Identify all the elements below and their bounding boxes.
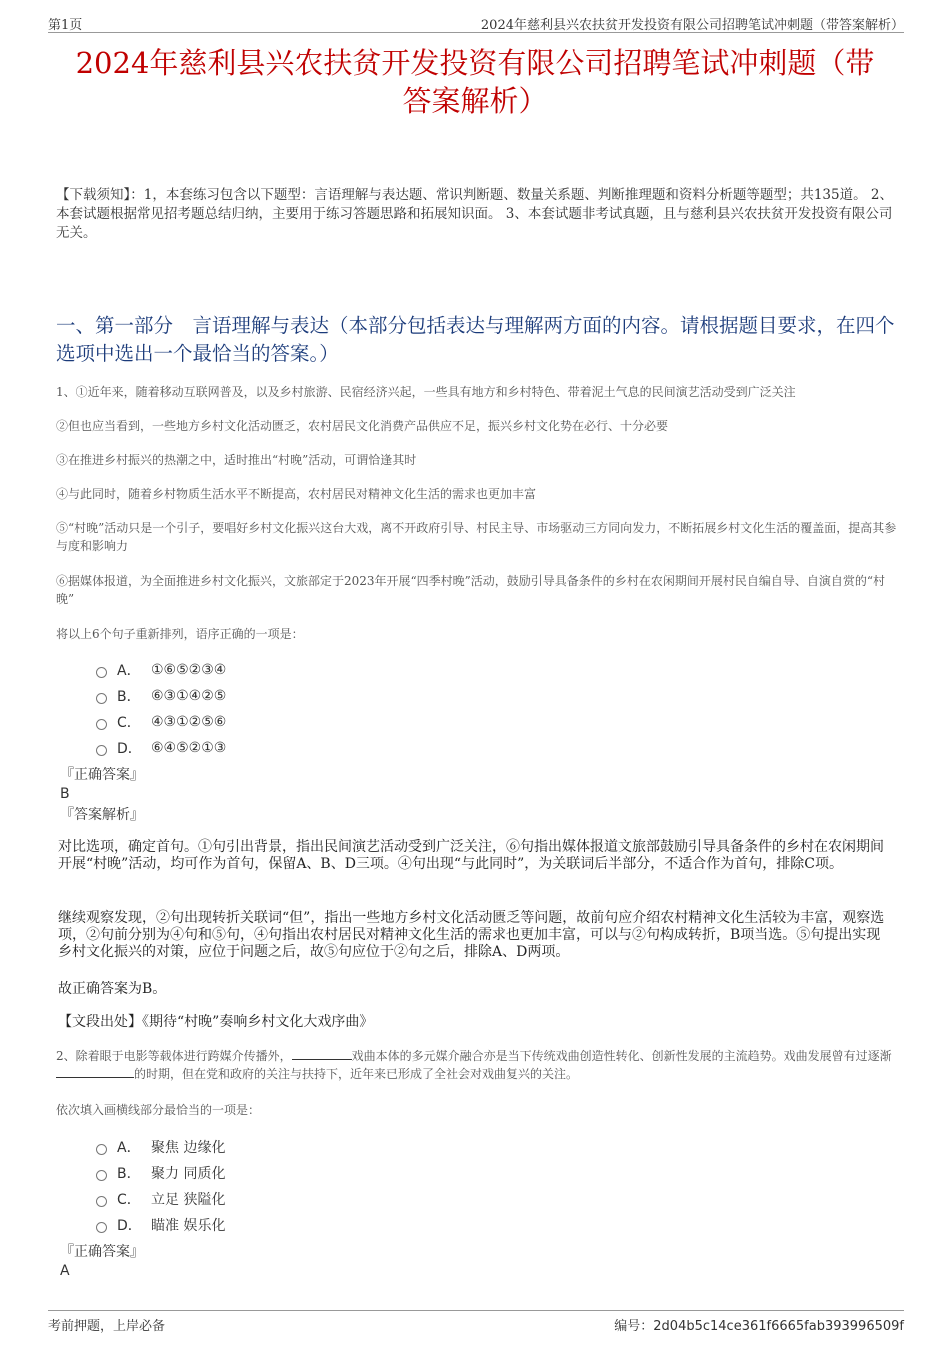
option-text: 立足 狭隘化	[151, 1192, 226, 1208]
radio-icon[interactable]	[96, 1196, 107, 1207]
option-text: ⑥④⑤②①③	[151, 740, 227, 756]
radio-icon[interactable]	[96, 719, 107, 730]
q2-option-d[interactable]	[96, 1215, 225, 1235]
q1-explanation-3: 故正确答案为B。	[58, 981, 167, 997]
q1-analysis-heading: 『答案解析』	[60, 807, 144, 823]
q1-prompt: 将以上6个句子重新排列，语序正确的一项是：	[56, 627, 304, 641]
option-label: C．	[117, 1192, 141, 1208]
q2-prompt: 依次填入画横线部分最恰当的一项是：	[56, 1103, 261, 1117]
section-heading: 一、第一部分 言语理解与表达（本部分包括表达与理解两方面的内容。请根据题目要求，在四个选项中选出一个最恰当的答案。）	[56, 314, 895, 365]
q1-sentence-4: ④与此同时，随着乡村物质生活水平不断提高，农村居民对精神文化生活的需求也更加丰富	[56, 487, 537, 501]
option-text: 聚焦 边缘化	[151, 1140, 226, 1156]
footer-code-value: 2d04b5c14ce361f6665fab393996509f	[653, 1319, 904, 1334]
fill-blank-2	[56, 1066, 134, 1078]
q2-option-c[interactable]	[96, 1189, 225, 1209]
footer-slogan: 考前押题，上岸必备	[48, 1319, 166, 1334]
option-text: 瞄准 娱乐化	[151, 1218, 226, 1234]
q1-answer: B	[60, 786, 70, 802]
option-label: D．	[117, 1218, 142, 1234]
radio-icon[interactable]	[96, 693, 107, 704]
page-header	[48, 14, 904, 33]
radio-icon[interactable]	[96, 1144, 107, 1155]
footer-code	[614, 1315, 904, 1334]
option-text: ⑥③①④②⑤	[151, 688, 227, 704]
q2-option-b[interactable]	[96, 1163, 225, 1183]
q1-explanation-2: 继续观察发现，②句出现转折关联词“但”，指出一些地方乡村文化活动匮乏等问题，故前句应介绍农村精神文化生活较为丰富，观察选项，②句前分别为④句和⑤句，④句指出农村居民对精神文化生活的需求也更加丰富，可以与②句构成转折，B项当选。⑤句提出实现乡村文化振兴的对策，应位于问题之后，故⑤句应位于②句之后，排除A、D两项。	[58, 910, 885, 960]
fill-blank-1	[292, 1048, 352, 1060]
title-line-1: 2024年慈利县兴农扶贫开发投资有限公司招聘笔试冲刺题（带	[75, 46, 875, 80]
option-text: ①⑥⑤②③④	[151, 662, 227, 678]
q1-sentence-3: ③在推进乡村振兴的热潮之中，适时推出“村晚”活动，可谓恰逢其时	[56, 453, 417, 467]
q1-option-b[interactable]	[96, 686, 226, 706]
radio-icon[interactable]	[96, 667, 107, 678]
radio-icon[interactable]	[96, 745, 107, 756]
q1-option-c[interactable]	[96, 712, 226, 732]
q2-stem	[56, 1047, 900, 1083]
option-label: B．	[117, 689, 141, 705]
option-label: D．	[117, 741, 142, 757]
option-text: ④③①②⑤⑥	[151, 714, 227, 730]
page-number: 第1页	[48, 18, 83, 33]
radio-icon[interactable]	[96, 1222, 107, 1233]
page-footer	[48, 1310, 904, 1334]
title-line-2: 答案解析）	[402, 84, 548, 118]
q2-option-a[interactable]	[96, 1137, 225, 1157]
q1-sentence-5: ⑤“村晚”活动只是一个引子，要唱好乡村文化振兴这台大戏，离不开政府引导、村民主导、市场驱动三方同向发力，不断拓展乡村文化生活的覆盖面，提高其参与度和影响力	[56, 521, 897, 553]
q1-option-d[interactable]	[96, 738, 226, 758]
q2-answer-heading: 『正确答案』	[60, 1244, 144, 1260]
q1-sentence-2: ②但也应当看到，一些地方乡村文化活动匮乏，农村居民文化消费产品供应不足，振兴乡村文化势在必行、十分必要	[56, 419, 669, 433]
radio-icon[interactable]	[96, 1170, 107, 1181]
q1-answer-heading: 『正确答案』	[60, 767, 144, 783]
q1-explanation-1: 对比选项，确定首句。①句引出背景，指出民间演艺活动受到广泛关注，⑥句指出媒体报道文旅部鼓励引导具备条件的乡村在农闲期间开展“村晚”活动，均可作为首句，保留A、B、D三项。④句出现“与此同时”，为关联词后半部分，不适合作为首句，排除C项。	[58, 839, 884, 872]
q1-sentence-1: 1、①近年来，随着移动互联网普及，以及乡村旅游、民宿经济兴起，一些具有地方和乡村特色、带着泥土气息的民间演艺活动受到广泛关注	[56, 385, 796, 399]
option-label: C．	[117, 715, 141, 731]
q1-option-a[interactable]	[96, 660, 226, 680]
q2-answer: A	[60, 1263, 70, 1279]
q1-sentence-6: ⑥据媒体报道，为全面推进乡村文化振兴，文旅部定于2023年开展“四季村晚”活动，鼓励引导具备条件的乡村在农闲期间开展村民自编自导、自演自赏的“村晚”	[56, 574, 885, 606]
header-doc-title: 2024年慈利县兴农扶贫开发投资有限公司招聘笔试冲刺题（带答案解析）	[480, 18, 904, 33]
footer-code-label: 编号：	[614, 1319, 654, 1334]
download-notice: 【下载须知】：1，本套练习包含以下题型：言语理解与表达题、常识判断题、数量关系题、判断推理题和资料分析题等题型；共135道。 2、本套试题根据常见招考题总结归纳，主要用于练习答题思路和拓展知识面。 3、本套试题非考试真题，且与慈利县兴农扶贫开发投资有限公司无关。	[56, 187, 893, 241]
q1-source: 【文段出处】《期待“村晚”奏响乡村文化大戏序曲》	[58, 1014, 374, 1030]
option-label: A．	[117, 1140, 141, 1156]
option-text: 聚力 同质化	[151, 1166, 226, 1182]
page-title	[50, 44, 900, 120]
q2-stem-part-1: 2、除着眼于电影等载体进行跨媒介传播外，	[56, 1049, 292, 1063]
q2-stem-part-2: 戏曲本体的多元媒介融合亦是当下传统戏曲创造性转化、创新性发展的主流趋势。戏曲发展曾有过逐渐	[351, 1049, 892, 1063]
q2-stem-part-3: 的时期，但在党和政府的关注与扶持下，近年来已形成了全社会对戏曲复兴的关注。	[134, 1067, 579, 1081]
option-label: B．	[117, 1166, 141, 1182]
option-label: A．	[117, 663, 141, 679]
